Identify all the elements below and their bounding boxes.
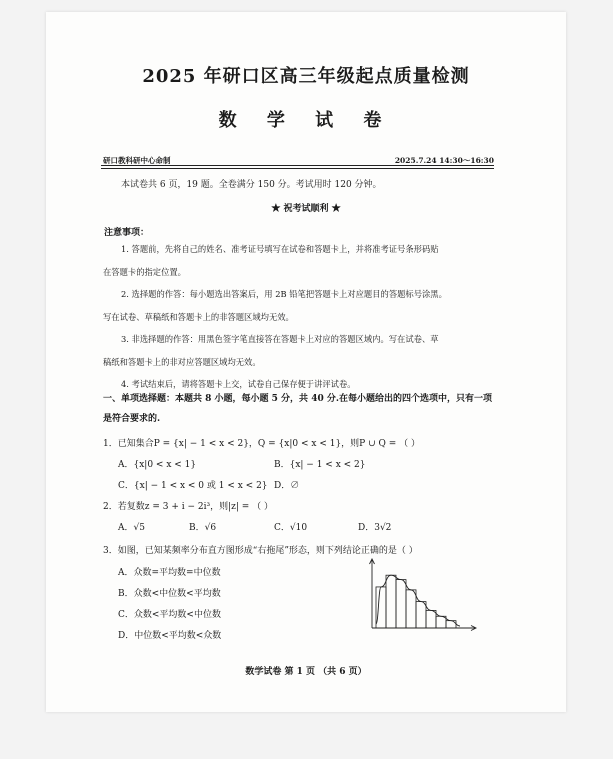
good-luck-line: ★ 祝考试顺利 ★ <box>271 204 341 214</box>
notice-2-line-2: 写在试卷、草稿纸和答题卡上的非答题区域均无效。 <box>103 311 294 322</box>
q2-option-c: C．√10 <box>274 523 308 533</box>
header-right: 2025.7.24 14:30～16:30 <box>394 156 494 165</box>
header-left: 研口教科研中心命制 <box>103 156 171 165</box>
section-1-heading: 一、单项选择题：本题共 8 小题，每小题 5 分，共 40 分.在每小题给出的四个选项中，只有一项是符合要求的. <box>103 394 492 424</box>
notice-2-line-1: 2. 选择题的作答：每小题选出答案后，用 2B 铅笔把答题卡上对应题目的答题标号涂黑。 <box>121 289 447 299</box>
q3-option-d: D．中位数<平均数<众数 <box>118 631 222 641</box>
q2-stem: 2．若复数z = 3 + i − 2i³，则|z| = （ ） <box>103 502 274 512</box>
q3-stem: 3．如图，已知某频率分布直方图形成“右拖尾”形态，则下列结论正确的是（ ） <box>103 546 418 556</box>
density-curve <box>376 575 460 626</box>
q1-stem: 1．已知集合P = {x| − 1 < x < 2}，Q = {x|0 < x < 1}，则P ∪ Q = （ ） <box>103 439 420 449</box>
histogram-bar <box>406 590 416 628</box>
notice-4-line-1: 4. 考试结束后，请将答题卡上交，试卷自己保存便于讲评试卷。 <box>121 379 356 389</box>
exam-page <box>46 12 566 712</box>
histogram-bar <box>426 610 436 628</box>
notice-list <box>103 238 499 396</box>
notice-1-line-2: 在答题卡的指定位置。 <box>103 266 186 277</box>
histogram-bar <box>386 575 396 628</box>
q3-option-b: B．众数<中位数<平均数 <box>118 589 221 599</box>
notice-3-line-1: 3. 非选择题的作答：用黑色签字笔直接答在答题卡上对应的答题区域内。写在试卷、草 <box>121 334 439 344</box>
histogram-bar <box>396 580 406 628</box>
q2-option-a: A．√5 <box>118 523 145 533</box>
notice-title: 注意事项： <box>104 228 150 238</box>
header-rule-thin <box>101 168 494 169</box>
q3-option-c: C．众数<平均数<中位数 <box>118 610 221 620</box>
q2-option-d: D．3√2 <box>358 523 392 533</box>
histogram-bar <box>436 616 446 628</box>
exam-subtitle: 数 学 试 卷 <box>218 110 394 131</box>
q1-option-c: C．{x| − 1 < x < 0 或 1 < x < 2} <box>118 481 268 491</box>
q3-option-a: A．众数=平均数=中位数 <box>118 568 221 578</box>
page-footer: 数学试卷 第 1 页 （共 6 页） <box>245 667 367 677</box>
histogram-bar <box>416 602 426 628</box>
notice-1-line-1: 1. 答题前，先将自己的姓名、准考证号填写在试卷和答题卡上，并将准考证号条形码贴 <box>121 244 439 254</box>
exam-title: 2025 年研口区高三年级起点质量检测 <box>142 66 470 87</box>
histogram-figure <box>362 556 480 636</box>
q1-option-b: B．{x| − 1 < x < 2} <box>274 460 366 470</box>
q1-option-d: D．∅ <box>274 481 300 491</box>
y-axis <box>370 559 375 628</box>
notice-3-line-2: 稿纸和答题卡上的非对应答题区域均无效。 <box>103 356 261 367</box>
q2-option-b: B．√6 <box>189 523 217 533</box>
histogram-bar <box>376 587 386 628</box>
intro-line: 本试卷共 6 页，19 题。全卷满分 150 分。考试用时 120 分钟。 <box>121 180 382 190</box>
q1-option-a: A．{x|0 < x < 1} <box>118 460 197 470</box>
header-rule-thick <box>101 165 494 166</box>
